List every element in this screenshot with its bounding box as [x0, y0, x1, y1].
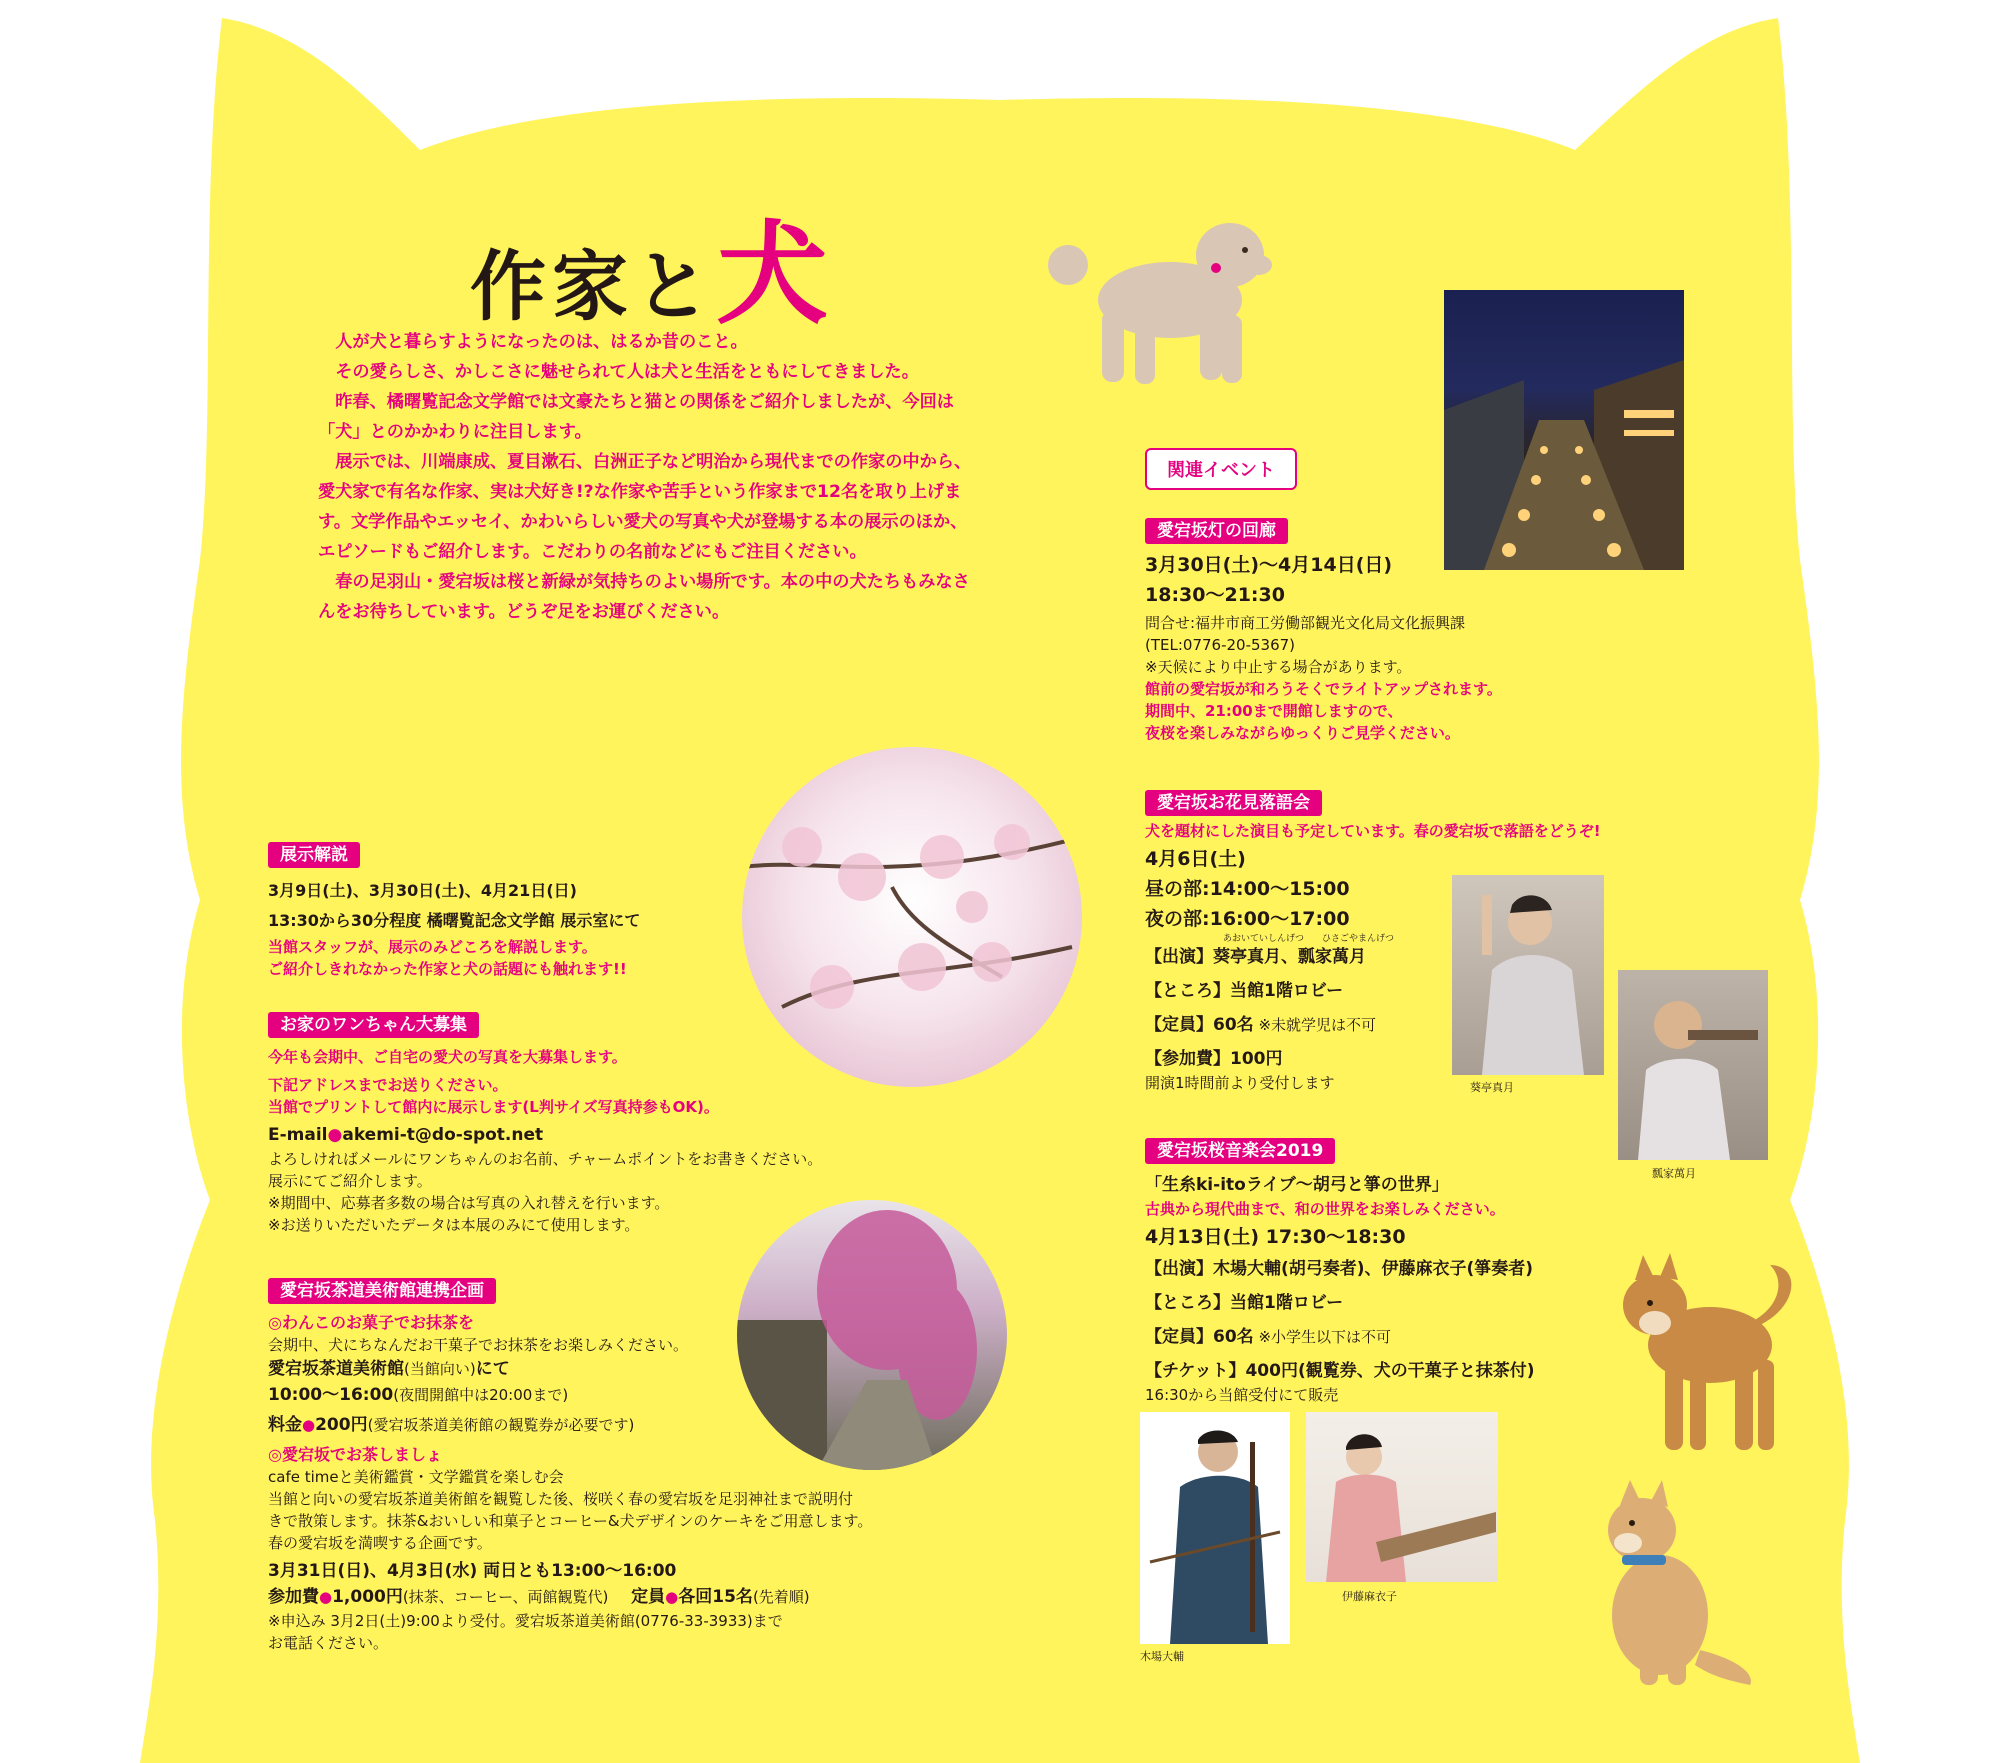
intro-paragraph: その愛らしさ、かしこさに魅せられて人は犬と生活をともにしてきました。 — [335, 362, 919, 382]
bullet-dot-icon: ● — [665, 1588, 679, 1606]
concert-ticket: 【チケット】400円(観覧券、犬の干菓子と抹茶付) — [1145, 1361, 1535, 1381]
rakugo-day: 昼の部:14:00〜15:00 — [1145, 878, 1350, 900]
tea-sub2-title: ◎愛宕坂でお茶しましょ — [268, 1445, 442, 1464]
tea-sub2-line: きで散策します。抹茶&おいしい和菓子とコーヒー&犬デザインのケーキをご用意します。 — [268, 1512, 873, 1530]
events-header — [1145, 448, 1297, 490]
concert-title: 「生糸ki-itoライブ〜胡弓と箏の世界」 — [1145, 1175, 1449, 1195]
lanterns-note: 館前の愛宕坂が和ろうそくでライトアップされます。 — [1145, 680, 1502, 698]
tea-sub1-venue-suffix: にて — [475, 1359, 510, 1379]
email-label: E-mail — [268, 1125, 328, 1145]
performer-caption: 瓢家萬月 — [1652, 1167, 1696, 1180]
tea-sub1-time-note: (夜間開館中は20:00まで) — [393, 1386, 569, 1404]
rakugo-fee: 【参加費】100円 — [1145, 1049, 1283, 1069]
bullet-dot-icon: ● — [327, 1125, 343, 1145]
lanterns-badge: 愛宕坂灯の回廊 — [1145, 518, 1288, 544]
lanterns-dates: 3月30日(土)〜4月14日(日) — [1145, 554, 1393, 576]
tea-sub2-line: 春の愛宕坂を満喫する企画です。 — [268, 1534, 492, 1552]
rakugo-intro: 犬を題材にした演目も予定しています。春の愛宕坂で落語をどうぞ! — [1145, 822, 1601, 840]
exhibit-talk-section — [268, 842, 640, 980]
dog-photo-line: 展示にてご紹介します。 — [268, 1172, 432, 1190]
bullet-dot-icon: ● — [302, 1416, 316, 1434]
tea-sub1-title: ◎わんこのお菓子でお抹茶を — [268, 1313, 474, 1332]
concert-section — [1145, 1138, 1535, 1406]
rakugo-place: 【ところ】当館1階ロビー — [1145, 981, 1344, 1001]
performer-photo-ito — [1306, 1412, 1498, 1582]
dog-photo-line: よろしければメールにワンちゃんのお名前、チャームポイントをお書きください。 — [268, 1150, 823, 1168]
tea-sub1-time-row — [268, 1382, 872, 1408]
tea-sub1-fee: 200円 — [315, 1415, 368, 1435]
rakugo-date: 4月6日(土) — [1145, 848, 1246, 870]
concert-sale: 16:30から当館受付にて販売 — [1145, 1386, 1339, 1404]
exhibit-talk-dates: 3月9日(土)、3月30日(土)、4月21日(日) — [268, 881, 577, 900]
performer-photo-shingetsu — [1452, 875, 1604, 1075]
tea-sub2-cap-note: (先着順) — [752, 1588, 810, 1606]
tea-sub1-time: 10:00〜16:00 — [268, 1385, 394, 1405]
rakugo-night: 夜の部:16:00〜17:00 — [1145, 908, 1350, 930]
bullet-dot-icon: ● — [319, 1588, 333, 1606]
intro-paragraph: 人が犬と暮らすようになったのは、はるか昔のこと。 — [335, 332, 748, 352]
tea-sub2-line: 当館と向いの愛宕坂茶道美術館を観覧した後、桜咲く春の愛宕坂を足羽神社まで説明付 — [268, 1490, 854, 1508]
dog-photo-line: 当館でプリントして館内に展示します(L判サイズ写真持参もOK)。 — [268, 1098, 719, 1116]
performer-caption: 葵亭真月 — [1470, 1081, 1514, 1094]
tea-sub2-fee-label: 参加費 — [268, 1587, 319, 1607]
tea-museum-section — [268, 1278, 872, 1654]
dog-photo-badge: お家のワンちゃん大募集 — [268, 1012, 479, 1038]
dog-photo-section — [268, 1012, 822, 1236]
rakugo-reception: 開演1時間前より受付します — [1145, 1074, 1335, 1092]
intro-paragraph: 春の足羽山・愛宕坂は桜と新緑が気持ちのよい場所です。本の中の犬たちもみなさんをお待ちしています。どうぞ足をお運びください。 — [318, 572, 970, 622]
tea-sub1-venue-note: (当館向い) — [404, 1360, 476, 1378]
lanterns-note: 期間中、21:00まで開館しますので、 — [1145, 702, 1403, 720]
tea-sub1-fee-row — [268, 1412, 872, 1438]
email-link[interactable]: akemi-t@do-spot.net — [342, 1125, 544, 1145]
events-header-label: 関連イベント — [1145, 448, 1297, 490]
dog-photo-line: ※期間中、応募者多数の場合は写真の入れ替えを行います。 — [268, 1194, 670, 1212]
dog-photo-line: ※お送りいただいたデータは本展のみにて使用します。 — [268, 1216, 640, 1234]
shiba-dog-standing-illustration — [1610, 1235, 1810, 1460]
performer-caption: 伊藤麻衣子 — [1342, 1590, 1397, 1603]
intro-text — [318, 327, 978, 627]
concert-capacity-row — [1145, 1324, 1535, 1350]
exhibit-talk-note: 当館スタッフが、展示のみどころを解説します。 — [268, 938, 597, 956]
intro-paragraph: 昨春、橘曙覧記念文学館では文豪たちと猫との関係をご紹介しましたが、今回は「犬」とのかかわりに注目します。 — [318, 392, 954, 442]
concert-capacity: 【定員】60名 — [1145, 1327, 1254, 1347]
concert-capacity-note: ※小学生以下は不可 — [1258, 1328, 1392, 1346]
rakugo-capacity: 【定員】60名 — [1145, 1015, 1254, 1035]
poodle-illustration — [1040, 210, 1290, 395]
exhibit-talk-badge: 展示解説 — [268, 842, 360, 868]
shiba-dog-sitting-illustration — [1550, 1475, 1760, 1690]
rakugo-performers: 【出演】葵亭真月、瓢家萬月 — [1145, 947, 1366, 967]
rakugo-ruby: あおいていしんげつ ひさごやまんげつ — [1223, 934, 1395, 944]
tea-sub2-fee: 1,000円 — [332, 1587, 403, 1607]
tea-sub2-apply: ※申込み 3月2日(土)9:00より受付。愛宕坂茶道美術館(0776-33-3933)まで — [268, 1612, 783, 1630]
page-title — [470, 185, 828, 346]
dog-photo-line: 下記アドレスまでお送りください。 — [268, 1076, 508, 1094]
performer-photo-koba — [1140, 1412, 1290, 1644]
tea-sub2-fee-note: (抹茶、コーヒー、両館観覧代) — [402, 1588, 609, 1606]
tea-sub2-cap-label: 定員 — [631, 1587, 666, 1607]
concert-place: 【ところ】当館1階ロビー — [1145, 1293, 1344, 1313]
tea-sub1-fee-label: 料金 — [268, 1415, 302, 1435]
concert-performers: 【出演】木場大輔(胡弓奏者)、伊藤麻衣子(箏奏者) — [1145, 1259, 1534, 1279]
title-text-main: 作家と — [470, 242, 716, 331]
performer-photo-mangetsu — [1618, 970, 1768, 1160]
tea-sub2-cap: 各回15名 — [678, 1587, 753, 1607]
exhibit-talk-time — [268, 906, 640, 936]
exhibit-talk-venue: 橘曙覧記念文学館 展示室にて — [426, 911, 641, 930]
rakugo-capacity-note: ※未就学児は不可 — [1258, 1016, 1377, 1034]
tea-sub2-fee-row — [268, 1584, 872, 1610]
tea-museum-badge: 愛宕坂茶道美術館連携企画 — [268, 1278, 496, 1304]
tea-sub1-venue: 愛宕坂茶道美術館 — [268, 1359, 404, 1379]
lanterns-note: 夜桜を楽しみながらゆっくりご見学ください。 — [1145, 724, 1460, 742]
dog-photo-line: 今年も会期中、ご自宅の愛犬の写真を大募集します。 — [268, 1048, 627, 1066]
concert-badge: 愛宕坂桜音楽会2019 — [1145, 1138, 1335, 1164]
tea-sub2-line: cafe timeと美術鑑賞・文学鑑賞を楽しむ会 — [268, 1468, 564, 1486]
title-text-accent: 犬 — [716, 209, 828, 340]
tea-sub1-venue-row — [268, 1356, 872, 1382]
tea-sub2-apply: お電話ください。 — [268, 1634, 389, 1652]
concert-date: 4月13日(土) 17:30〜18:30 — [1145, 1226, 1406, 1248]
dog-photo-email-row — [268, 1122, 822, 1148]
lanterns-contact: 問合せ:福井市商工労働部観光文化局文化振興課 — [1145, 614, 1466, 632]
performer-caption: 木場大輔 — [1140, 1650, 1184, 1663]
exhibit-talk-time-prefix: 13:30から30分程度 — [268, 911, 422, 930]
lanterns-section — [1145, 518, 1502, 744]
lanterns-time: 18:30〜21:30 — [1145, 584, 1285, 606]
lanterns-tel: (TEL:0776-20-5367) — [1145, 636, 1296, 654]
tea-sub1-line: 会期中、犬にちなんだお干菓子でお抹茶をお楽しみください。 — [268, 1336, 689, 1354]
intro-paragraph: 展示では、川端康成、夏目漱石、白洲正子など明治から現代までの作家の中から、愛犬家で有名な作家、実は犬好き!?な作家や苦手という作家まで12名を取り上げます。文学作品やエッセイ、かわいらしい愛犬の写真や犬が登場する本の展示のほか、エピソードもご紹介します。こだわりの名前などにもご注目ください。 — [318, 452, 972, 562]
tea-sub2-dates: 3月31日(日)、4月3日(水) 両日とも13:00〜16:00 — [268, 1561, 677, 1581]
concert-subtitle: 古典から現代曲まで、和の世界をお楽しみください。 — [1145, 1200, 1505, 1218]
lanterns-note: ※天候により中止する場合があります。 — [1145, 658, 1412, 676]
rakugo-badge: 愛宕坂お花見落語会 — [1145, 790, 1322, 816]
tea-sub1-fee-note: (愛宕坂茶道美術館の観覧券が必要です) — [367, 1416, 635, 1434]
exhibit-talk-note: ご紹介しきれなかった作家と犬の話題にも触れます!! — [268, 960, 627, 978]
